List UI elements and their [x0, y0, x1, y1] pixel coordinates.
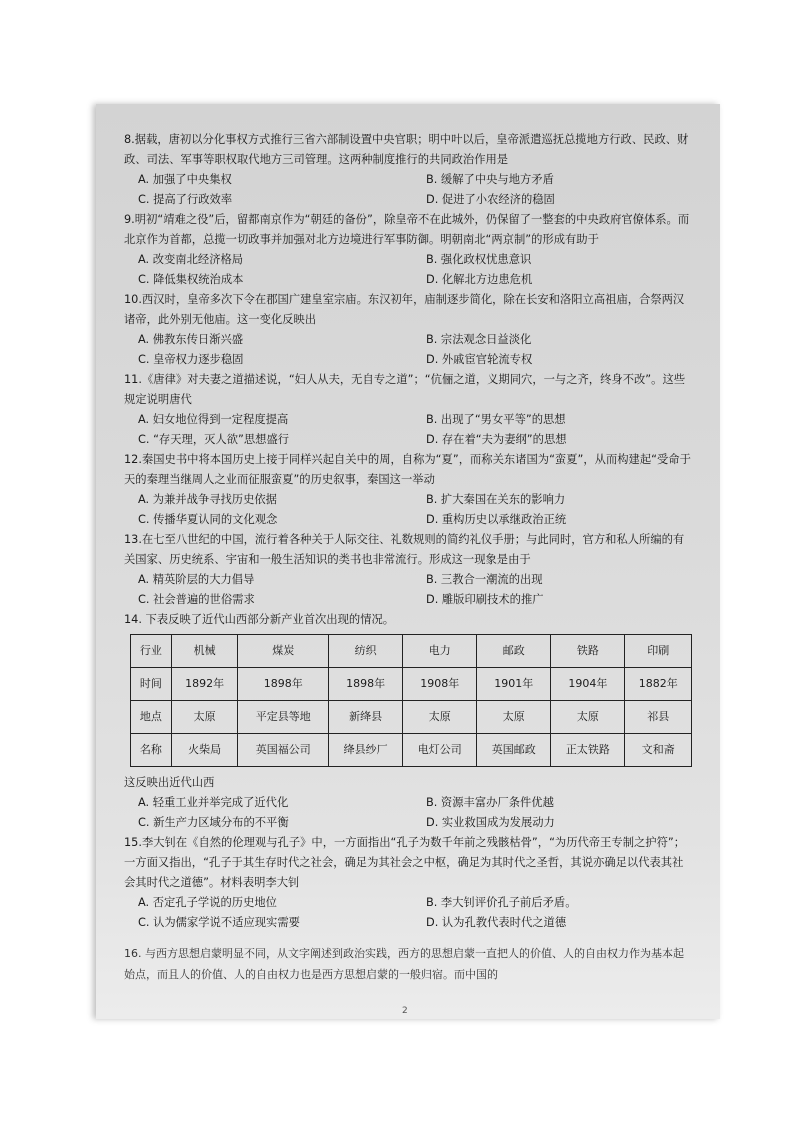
- table-cell: 机械: [171, 635, 238, 668]
- table-row: [131, 734, 692, 767]
- table-cell: 地点: [131, 701, 172, 734]
- question-11-options: [124, 410, 694, 450]
- question-13: [124, 530, 694, 610]
- option-d: D. 重构历史以承继政治正统: [426, 513, 567, 526]
- option-d: D. 认为孔教代表时代之道德: [426, 916, 567, 929]
- table-cell: 平定县等地: [238, 701, 329, 734]
- option-b: B. 李大钊评价孔子前后矛盾。: [426, 896, 577, 909]
- question-9-options: [124, 250, 694, 290]
- table-cell: 1882年: [625, 668, 692, 701]
- question-14-lead: 这反映出近代山西: [124, 776, 215, 789]
- option-d: D. 存在着“夫为妻纲”的思想: [426, 433, 567, 446]
- question-11: [124, 370, 694, 450]
- question-15: [124, 833, 694, 933]
- table-row: [131, 668, 692, 701]
- option-d: D. 实业救国成为发展动力: [426, 816, 555, 829]
- option-d: D. 化解北方边患危机: [426, 273, 533, 286]
- table-cell: 太原: [171, 701, 238, 734]
- table-cell: 太原: [477, 701, 551, 734]
- table-cell: 1904年: [551, 668, 625, 701]
- option-d: D. 外戚宦官轮流专权: [426, 353, 533, 366]
- table-row: [131, 635, 692, 668]
- option-c: C. 认为儒家学说不适应现实需要: [138, 916, 300, 929]
- question-10-stem: 10.西汉时，皇帝多次下令在郡国广建皇室宗庙。东汉初年，庙制逐步简化，除在长安和洛阳立高祖庙，合祭两汉诸帝，此外别无他庙。这一变化反映出: [124, 293, 685, 326]
- table-cell: 邮政: [477, 635, 551, 668]
- table-cell: 煤炭: [238, 635, 329, 668]
- question-8-options: [124, 170, 694, 210]
- table-cell: 英国福公司: [238, 734, 329, 767]
- question-12-stem: 12.秦国史书中将本国历史上接于同样兴起自关中的周，自称为“夏”，而称关东诸国为“蛮夏”，从而构建起“受命于天的秦理当继周人之业而征服蛮夏”的历史叙事，秦国这一举动: [124, 453, 691, 486]
- table-cell: 1898年: [238, 668, 329, 701]
- table-cell: 名称: [131, 734, 172, 767]
- option-a: A. 精英阶层的大力倡导: [138, 573, 255, 586]
- option-b: B. 缓解了中央与地方矛盾: [426, 173, 554, 186]
- question-9: [124, 210, 694, 290]
- table-cell: 太原: [551, 701, 625, 734]
- question-14-stem: 14. 下表反映了近代山西部分新产业首次出现的情况。: [124, 613, 395, 626]
- question-12-options: [124, 490, 694, 530]
- option-d: D. 促进了小农经济的稳固: [426, 193, 555, 206]
- option-b: B. 资源丰富办厂条件优越: [426, 796, 554, 809]
- question-8-stem: 8.据载，唐初以分化事权方式推行三省六部制设置中央官职；明中叶以后，皇帝派遣巡抚总揽地方行政、民政、财政、司法、军事等职权取代地方三司管理。这两种制度推行的共同政治作用是: [124, 133, 689, 166]
- option-a: A. 改变南北经济格局: [138, 253, 244, 266]
- table-cell: 英国邮政: [477, 734, 551, 767]
- option-b: B. 扩大秦国在关东的影响力: [426, 493, 566, 506]
- question-10-options: [124, 330, 694, 370]
- table-cell: 1898年: [329, 668, 403, 701]
- question-11-stem: 11.《唐律》对夫妻之道描述说，“妇人从夫，无自专之道”；“伉俪之道，义期同穴，一与之齐，终身不改”。这些规定说明唐代: [124, 373, 686, 406]
- question-16: [124, 943, 694, 985]
- question-14-options: [124, 793, 694, 833]
- table-cell: 电力: [403, 635, 477, 668]
- option-c: C. 降低集权统治成本: [138, 273, 244, 286]
- option-b: B. 宗法观念日益淡化: [426, 333, 532, 346]
- option-b: B. 出现了“男女平等”的思想: [426, 413, 566, 426]
- table-cell: 火柴局: [171, 734, 238, 767]
- option-b: B. 三教合一潮流的出现: [426, 573, 543, 586]
- option-c: C. 提高了行政效率: [138, 193, 233, 206]
- exam-content: [124, 130, 694, 985]
- table-cell: 1908年: [403, 668, 477, 701]
- question-9-stem: 9.明初“靖难之役”后，留都南京作为“朝廷的备份”，除皇帝不在此城外，仍保留了一整套的中央政府官僚体系。而北京作为首都，总揽一切政事并加强对北方边境进行军事防御。明朝南北“两京制”的形成有助于: [124, 213, 690, 246]
- option-a: A. 轻重工业并举完成了近代化: [138, 796, 289, 809]
- option-a: A. 妇女地位得到一定程度提高: [138, 413, 289, 426]
- table-cell: 铁路: [551, 635, 625, 668]
- table-cell: 行业: [131, 635, 172, 668]
- table-cell: 太原: [403, 701, 477, 734]
- table-cell: 祁县: [625, 701, 692, 734]
- question-13-stem: 13.在七至八世纪的中国，流行着各种关于人际交往、礼数规则的简约礼仪手册；与此同时，官方和私人所编的有关国家、历史统系、宇宙和一般生活知识的类书也非常流行。形成这一现象是由于: [124, 533, 685, 566]
- table-cell: 时间: [131, 668, 172, 701]
- option-a: A. 加强了中央集权: [138, 173, 232, 186]
- table-cell: 1901年: [477, 668, 551, 701]
- question-15-options: [124, 893, 694, 933]
- question-13-options: [124, 570, 694, 610]
- table-row: [131, 701, 692, 734]
- question-10: [124, 290, 694, 370]
- option-a: A. 为兼并战争寻找历史依据: [138, 493, 277, 506]
- question-8: [124, 130, 694, 210]
- option-c: C. 社会普遍的世俗需求: [138, 593, 255, 606]
- table-cell: 正太铁路: [551, 734, 625, 767]
- question-12: [124, 450, 694, 530]
- option-c: C. “存天理，灭人欲”思想盛行: [138, 433, 290, 446]
- table-cell: 文和斋: [625, 734, 692, 767]
- table-cell: 电灯公司: [403, 734, 477, 767]
- page-number: 2: [402, 1006, 408, 1016]
- question-15-stem: 15.李大钊在《自然的伦理观与孔子》中，一方面指出“孔子为数千年前之残骸枯骨”，“为历代帝王专制之护符”；一方面又指出，“孔子于其生存时代之社会，确足为其社会之中枢，确足为其时代之圣哲，其说亦确足以代表其社会其时代之道德”。材料表明李大钊: [124, 836, 686, 889]
- question-14: [124, 610, 694, 833]
- table-cell: 1892年: [171, 668, 238, 701]
- option-d: D. 雕版印刷技术的推广: [426, 593, 544, 606]
- table-cell: 印刷: [625, 635, 692, 668]
- table-cell: 绛县纱厂: [329, 734, 403, 767]
- table-cell: 新绛县: [329, 701, 403, 734]
- option-c: C. 传播华夏认同的文化观念: [138, 513, 278, 526]
- industry-table: [130, 634, 692, 767]
- option-c: C. 皇帝权力逐步稳固: [138, 353, 244, 366]
- option-a: A. 佛教东传日渐兴盛: [138, 333, 244, 346]
- table-cell: 纺织: [329, 635, 403, 668]
- option-b: B. 强化政权忧患意识: [426, 253, 532, 266]
- question-16-stem: 16. 与西方思想启蒙明显不同，从文字阐述到政治实践，西方的思想启蒙一直把人的价值、人的自由权力作为基本起始点，而且人的价值、人的自由权力也是西方思想启蒙的一般归宿。而中国的: [124, 947, 684, 981]
- option-a: A. 否定孔子学说的历史地位: [138, 896, 277, 909]
- option-c: C. 新生产力区域分布的不平衡: [138, 816, 289, 829]
